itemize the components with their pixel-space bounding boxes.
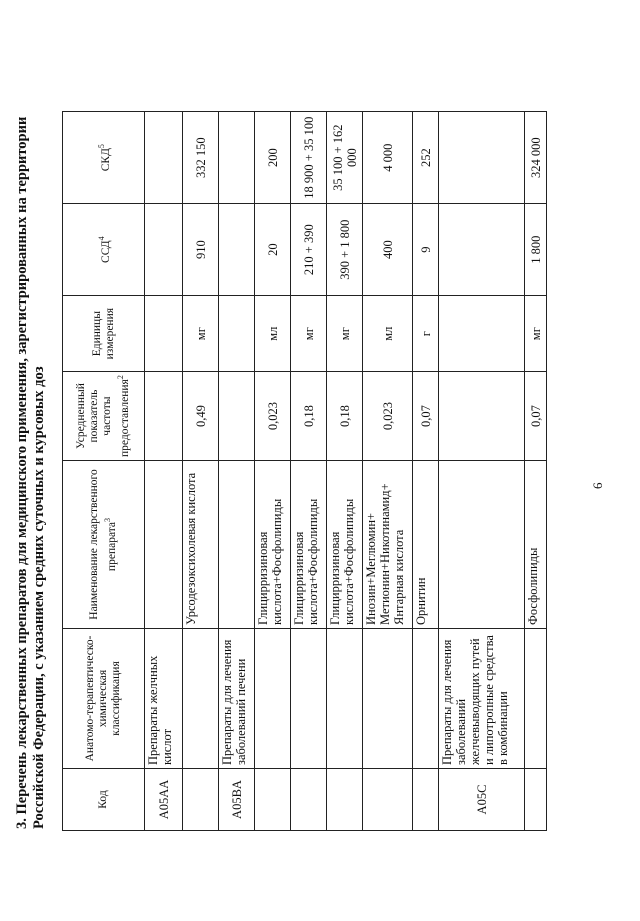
cell-atc bbox=[255, 629, 291, 769]
cell-ssd bbox=[145, 204, 183, 296]
cell-unit: мг bbox=[183, 296, 219, 372]
cell-atc: Препараты для лечения заболеваний желчевыводящих путей и липотропные средства в комбинации bbox=[439, 629, 525, 769]
cell-unit: мг bbox=[525, 296, 547, 372]
cell-ssd bbox=[439, 204, 525, 296]
cell-frequency bbox=[145, 372, 183, 461]
table-row bbox=[439, 112, 525, 831]
cell-ssd: 210 + 390 bbox=[291, 204, 327, 296]
cell-drug: Глицирризиновая кислота+Фосфолипиды bbox=[255, 461, 291, 629]
cell-unit: мг bbox=[327, 296, 363, 372]
table-row bbox=[525, 112, 547, 831]
header-code: Код bbox=[63, 769, 145, 831]
table-row bbox=[219, 112, 255, 831]
cell-unit: мг bbox=[291, 296, 327, 372]
table-row bbox=[291, 112, 327, 831]
cell-frequency: 0,18 bbox=[327, 372, 363, 461]
header-frequency: Усредненный показатель частоты предоставления$^2$ bbox=[63, 372, 145, 461]
cell-skd: 4 000 bbox=[363, 112, 413, 204]
cell-drug bbox=[145, 461, 183, 629]
cell-unit: мл bbox=[363, 296, 413, 372]
table-row bbox=[327, 112, 363, 831]
cell-code bbox=[525, 769, 547, 831]
cell-drug: Орнитин bbox=[413, 461, 439, 629]
cell-atc bbox=[525, 629, 547, 769]
cell-ssd: 910 bbox=[183, 204, 219, 296]
cell-frequency: 0,18 bbox=[291, 372, 327, 461]
cell-atc bbox=[363, 629, 413, 769]
cell-skd: 18 900 + 35 100 bbox=[291, 112, 327, 204]
cell-ssd: 400 bbox=[363, 204, 413, 296]
cell-atc bbox=[327, 629, 363, 769]
cell-atc bbox=[291, 629, 327, 769]
cell-code bbox=[363, 769, 413, 831]
cell-ssd: 9 bbox=[413, 204, 439, 296]
cell-code: A05AA bbox=[145, 769, 183, 831]
cell-frequency: 0,49 bbox=[183, 372, 219, 461]
cell-drug bbox=[439, 461, 525, 629]
page-number: 6 bbox=[590, 482, 605, 489]
cell-drug: Урсодезоксихолевая кислота bbox=[183, 461, 219, 629]
cell-skd: 252 bbox=[413, 112, 439, 204]
cell-skd bbox=[219, 112, 255, 204]
cell-skd: 332 150 bbox=[183, 112, 219, 204]
cell-ssd: 1 800 bbox=[525, 204, 547, 296]
cell-code: A05C bbox=[439, 769, 525, 831]
cell-frequency: 0,07 bbox=[413, 372, 439, 461]
header-atc: Анатомо-терапевтическо-химическая классификация bbox=[63, 629, 145, 769]
table-header-row bbox=[63, 112, 145, 831]
cell-frequency: 0,023 bbox=[255, 372, 291, 461]
table-row bbox=[363, 112, 413, 831]
table-row bbox=[145, 112, 183, 831]
table-row bbox=[255, 112, 291, 831]
header-unit: Единицы измерения bbox=[63, 296, 145, 372]
cell-atc bbox=[413, 629, 439, 769]
cell-skd bbox=[145, 112, 183, 204]
cell-drug: Глицирризиновая кислота+Фосфолипиды bbox=[291, 461, 327, 629]
cell-skd: 35 100 + 162 000 bbox=[327, 112, 363, 204]
cell-skd: 324 000 bbox=[525, 112, 547, 204]
cell-frequency bbox=[219, 372, 255, 461]
cell-unit bbox=[439, 296, 525, 372]
cell-drug: Инозин+Меглюмин+ Метионин+Никотинамид+ Янтарная кислота bbox=[363, 461, 413, 629]
cell-drug: Фосфолипиды bbox=[525, 461, 547, 629]
header-drug: Наименование лекарственного препарата$^3$ bbox=[63, 461, 145, 629]
cell-unit: г bbox=[413, 296, 439, 372]
cell-unit bbox=[219, 296, 255, 372]
cell-code bbox=[413, 769, 439, 831]
cell-drug: Глицирризиновая кислота+Фосфолипиды bbox=[327, 461, 363, 629]
cell-frequency: 0,023 bbox=[363, 372, 413, 461]
cell-ssd: 390 + 1 800 bbox=[327, 204, 363, 296]
cell-frequency: 0,07 bbox=[525, 372, 547, 461]
cell-frequency bbox=[439, 372, 525, 461]
cell-code bbox=[291, 769, 327, 831]
cell-ssd: 20 bbox=[255, 204, 291, 296]
table-row bbox=[183, 112, 219, 831]
cell-atc bbox=[183, 629, 219, 769]
cell-drug bbox=[219, 461, 255, 629]
cell-unit: мл bbox=[255, 296, 291, 372]
heading-line-1: 3. Перечень лекарственных препаратов для медицинского применения, зарегистрированных на территории bbox=[14, 116, 30, 829]
cell-atc: Препараты желчных кислот bbox=[145, 629, 183, 769]
cell-skd bbox=[439, 112, 525, 204]
cell-code bbox=[183, 769, 219, 831]
heading-line-2: Российской Федерации, с указанием средних суточных и курсовых доз bbox=[31, 366, 47, 829]
table-row bbox=[413, 112, 439, 831]
cell-unit bbox=[145, 296, 183, 372]
cell-skd: 200 bbox=[255, 112, 291, 204]
cell-code: A05BA bbox=[219, 769, 255, 831]
cell-code bbox=[327, 769, 363, 831]
cell-atc: Препараты для лечения заболеваний печени bbox=[219, 629, 255, 769]
header-skd: СКД$^5$ bbox=[63, 112, 145, 204]
cell-code bbox=[255, 769, 291, 831]
header-ssd: ССД$^4$ bbox=[63, 204, 145, 296]
cell-ssd bbox=[219, 204, 255, 296]
drug-table bbox=[62, 111, 547, 831]
